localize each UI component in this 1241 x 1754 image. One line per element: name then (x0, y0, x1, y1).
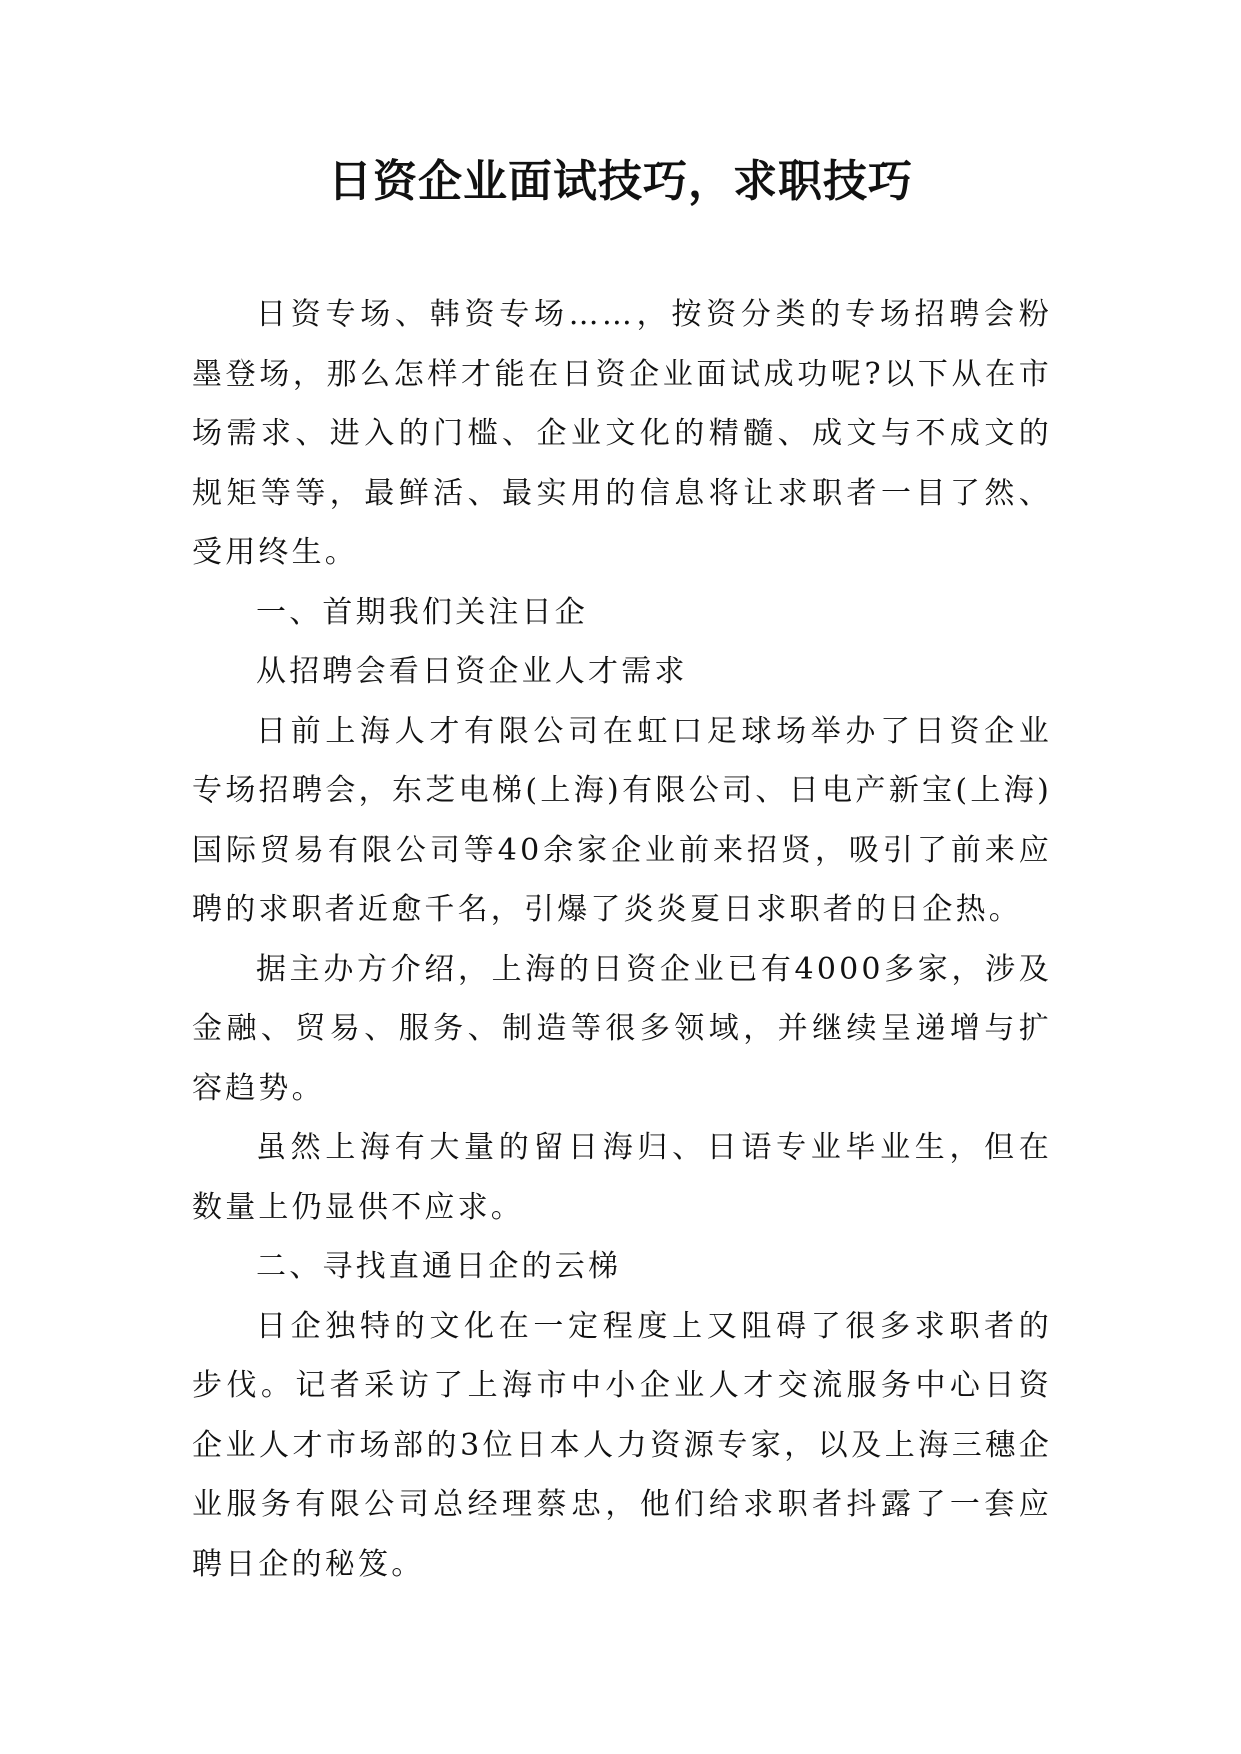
document-title: 日资企业面试技巧，求职技巧 (328, 156, 913, 207)
paragraph-intro: 日资专场、韩资专场……，按资分类的专场招聘会粉墨登场，那么怎样才能在日资企业面试成功呢?以下从在市场需求、进入的门槛、企业文化的精髓、成文与不成文的规矩等等，最鲜活、最实用的信息将让求职者一目了然、受用终生。 (192, 297, 1052, 570)
subheading-job-fair: 从招聘会看日资企业人才需求 (256, 654, 688, 689)
paragraph-experts: 日企独特的文化在一定程度上又阻碍了很多求职者的步伐。记者采访了上海市中小企业人才交流服务中心日资企业人才市场部的3位日本人力资源专家，以及上海三穗企业服务有限公司总经理蔡忠，他们给求职者抖露了一套应聘日企的秘笈。 (192, 1308, 1052, 1582)
paragraph-supply: 虽然上海有大量的留日海归、日语专业毕业生，但在数量上仍显供不应求。 (192, 1130, 1052, 1225)
paragraph-job-fair: 日前上海人才有限公司在虹口足球场举办了日资企业专场招聘会，东芝电梯(上海)有限公司、日电产新宝(上海)国际贸易有限公司等40余家企业前来招贤，吸引了前来应聘的求职者近愈千名，引爆了炎炎夏日求职者的日企热。 (192, 713, 1052, 927)
document-body (192, 285, 1052, 1594)
section-heading-2: 二、寻找直通日企的云梯 (256, 1249, 622, 1284)
paragraph-organizer: 据主办方介绍，上海的日资企业已有4000多家，涉及金融、贸易、服务、制造等很多领域，并继续呈递增与扩容趋势。 (192, 951, 1052, 1106)
section-heading-1: 一、首期我们关注日企 (256, 594, 588, 630)
